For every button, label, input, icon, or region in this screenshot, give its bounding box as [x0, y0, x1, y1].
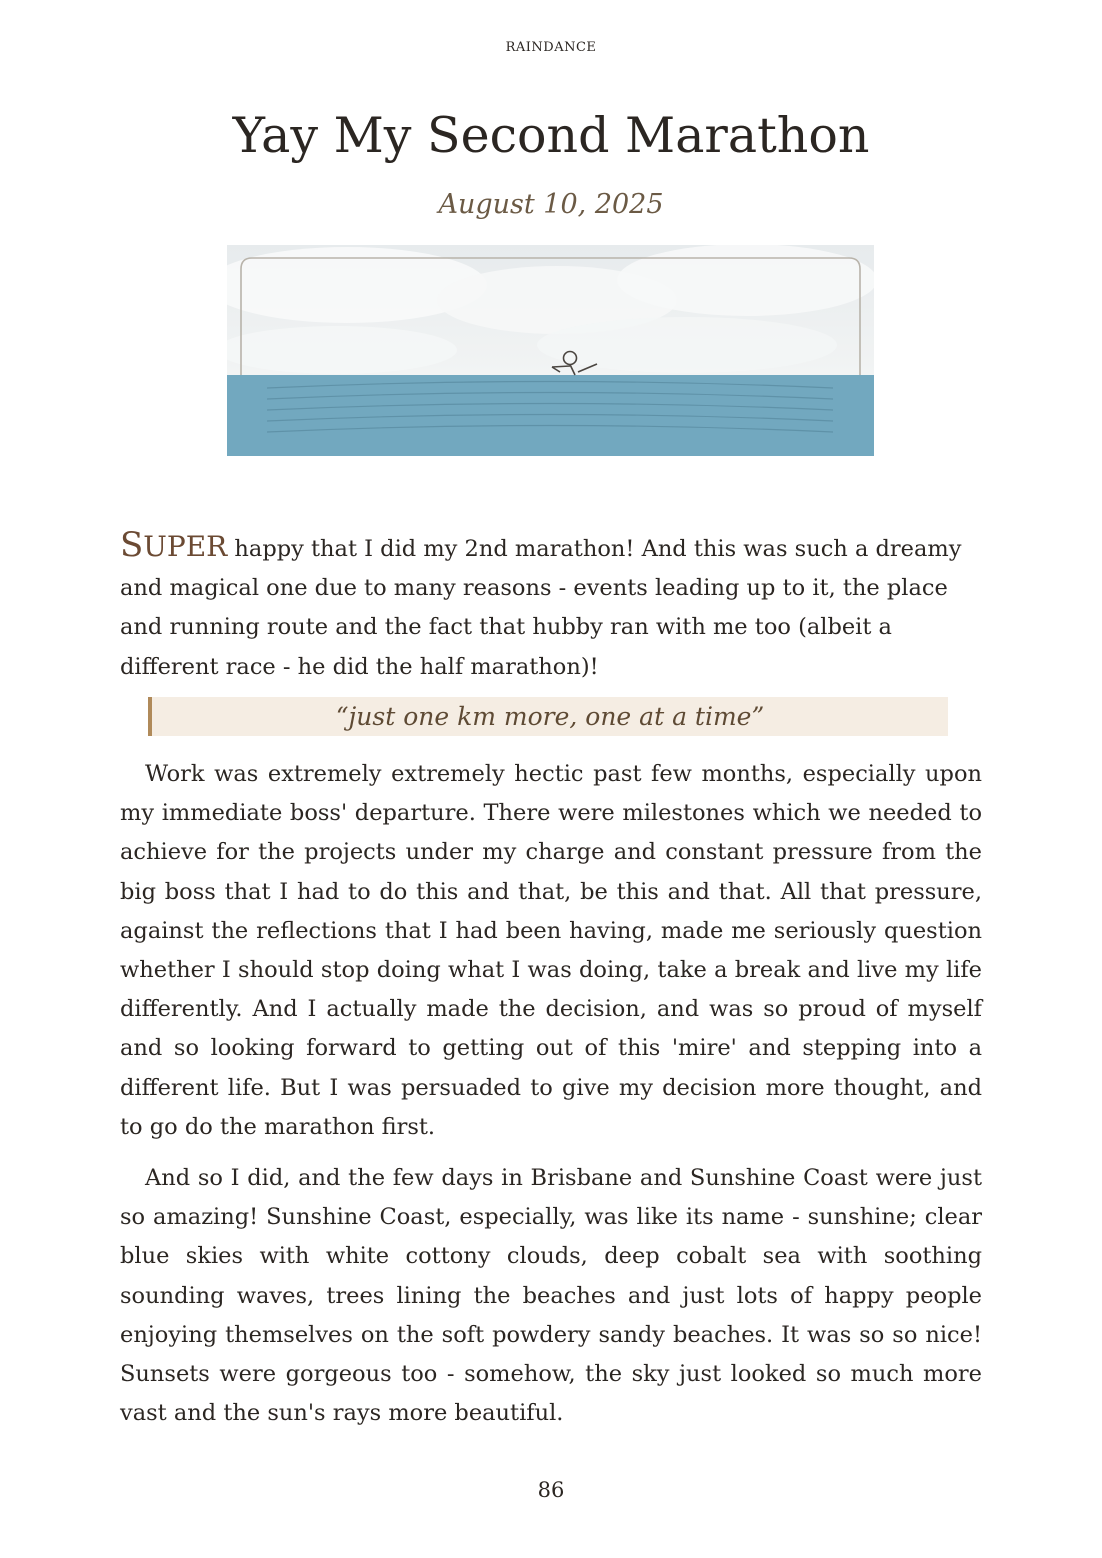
swimmer-illustration — [227, 245, 874, 456]
cloud — [617, 245, 874, 316]
page-title: Yay My Second Marathon — [232, 107, 870, 164]
entry-date: August 10, 2025 — [438, 189, 664, 220]
drop-cap: S — [120, 525, 144, 565]
sea — [227, 375, 874, 456]
lead-word: UPER — [143, 530, 228, 563]
paragraph-intro-text: happy that I did my 2nd marathon! And this was such a dreamy and magical one due to many reasons - events leading up to it, the place and running route and the fact that hubby ran with me too (albeit a different race - he did the half marathon)! — [120, 536, 962, 680]
paragraph-work: Work was extremely extremely hectic past few months, especially upon my immediate boss' departure. There were milestones which we needed to achieve for the projects under my charge and constant pressure from the big boss that I had to do this and that, be this and that. All that pressure, against the reflections that I had been having, made me seriously question whether I should stop doing what I was doing, take a break and live my life differently. And I actually made the decision, and was so proud of myself and so looking forward to getting out of this 'mire' and stepping into a different life. But I was persuaded to give my decision more thought, and to go do the marathon first. — [120, 761, 982, 1140]
pull-quote: “just one km more, one at a time” — [148, 697, 948, 736]
page-number: 86 — [537, 1478, 565, 1502]
cloud — [227, 326, 457, 374]
paragraph-intro — [120, 526, 982, 687]
paragraph-sunshine-coast: And so I did, and the few days in Brisbane and Sunshine Coast were just so amazing! Sunshine Coast, especially, was like its name - sunshine; clear blue skies with white cottony clouds, deep cobalt sea with soothing sounding waves, trees lining the beaches and just lots of happy people enjoying themselves on the soft powdery sandy beaches. It was so so nice! Sunsets were gorgeous too - somehow, the sky just looked so much more vast and the sun's rays more beautiful. — [120, 1165, 982, 1427]
running-head: RAINDANCE — [505, 40, 597, 55]
cloud — [537, 317, 837, 373]
